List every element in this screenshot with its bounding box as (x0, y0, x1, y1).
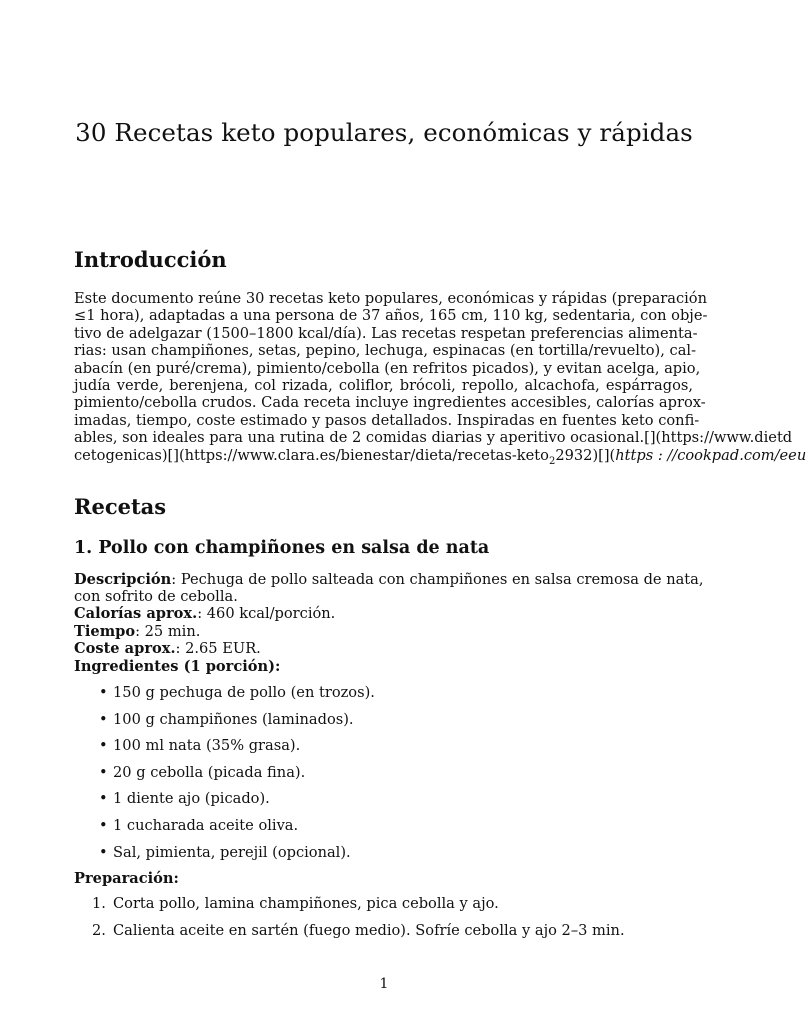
intro-line: abacín (en puré/crema), pimiento/cebolla (en refritos picados), y evitan acelga, apio, (74, 359, 701, 377)
ingredient-text: 1 diente ajo (picado). (113, 790, 270, 808)
calories-line (74, 605, 335, 622)
list-item (74, 789, 375, 816)
document-title: 30 Recetas keto populares, económicas y rápidas (75, 118, 693, 147)
bullet-icon: • (99, 790, 108, 808)
time-label: Tiempo (74, 622, 136, 640)
description-line-2: con sofrito de cebolla. (74, 587, 238, 605)
subscript: 2 (548, 455, 556, 467)
recipe-title: 1. Pollo con champiñones en salsa de nata (74, 538, 490, 558)
cost-value: : 2.65 EUR. (175, 640, 261, 658)
list-item (74, 683, 375, 710)
bullet-icon: • (99, 684, 108, 701)
description-label: Descripción (74, 570, 172, 588)
preparation-heading (74, 870, 179, 887)
preparation-label: Preparación (74, 869, 174, 887)
intro-heading: Introducción (74, 247, 227, 272)
ingredient-text: 1 cucharada aceite oliva. (113, 816, 299, 834)
step-number: 1. (92, 895, 106, 912)
list-item (74, 763, 375, 790)
recipes-heading: Recetas (74, 494, 167, 519)
page-number: 1 (379, 976, 389, 992)
intro-last-line (74, 447, 806, 470)
list-item (74, 816, 375, 843)
bullet-icon: • (99, 843, 108, 861)
intro-line: judía verde, berenjena, col rizada, coliflor, brócoli, repollo, alcachofa, espárragos, (74, 377, 693, 394)
intro-line: Este documento reúne 30 recetas keto populares, económicas y rápidas (preparación (74, 290, 707, 307)
cost-line (74, 640, 261, 657)
intro-line: ≤1 hora), adaptadas a una persona de 37 años, 165 cm, 110 kg, sedentaria, con obje- (74, 307, 708, 325)
bullet-icon: • (99, 737, 108, 755)
intro-line: imadas, tiempo, coste estimado y pasos detallados. Inspiradas en fuentes keto confi- (74, 411, 700, 429)
intro-line: pimiento/cebolla crudos. Cada receta incluye ingredientes accesibles, calorías aprox- (74, 394, 706, 412)
intro-link-text: 2932)[]( (555, 446, 616, 464)
calories-label: Calorías aprox. (74, 605, 198, 623)
list-item (74, 736, 375, 763)
ingredient-text: 150 g pechuga de pollo (en trozos). (113, 684, 375, 701)
ingredients-label: Ingredientes (1 porción) (74, 657, 276, 675)
intro-link-text: cetogenicas)[](https://www.clara.es/bienestar/dieta/recetas-keto (74, 446, 549, 464)
ingredient-text: 100 ml nata (35% grasa). (113, 737, 301, 755)
cost-label: Coste aprox. (74, 640, 176, 658)
step-text: Calienta aceite en sartén (fuego medio). Sofríe cebolla y ajo 2–3 min. (113, 921, 625, 939)
intro-line: ables, son ideales para una rutina de 2 comidas diarias y aperitivo ocasional.[](https://www.dietd (74, 429, 793, 447)
step-text: Corta pollo, lamina champiñones, pica cebolla y ajo. (113, 895, 499, 912)
time-line (74, 623, 200, 640)
ingredient-text: Sal, pimienta, perejil (opcional). (113, 843, 351, 861)
description-line (74, 571, 704, 588)
intro-italic-url: https : //cookpad.com/eeu (615, 446, 806, 464)
preparation-colon: : (173, 869, 179, 887)
time-value: : 25 min. (135, 622, 201, 640)
intro-line: rias: usan champiñones, setas, pepino, lechuga, espinacas (en tortilla/revuelto), cal- (74, 342, 697, 360)
ingredient-text: 100 g champiñones (laminados). (113, 710, 354, 728)
ingredients-list (74, 683, 375, 869)
preparation-steps (74, 894, 625, 947)
bullet-icon: • (99, 816, 108, 834)
ingredients-colon: : (275, 657, 281, 675)
ingredient-text: 20 g cebolla (picada fina). (113, 763, 306, 781)
intro-line: tivo de adelgazar (1500–1800 kcal/día). Las recetas respetan preferencias alimenta- (74, 324, 698, 342)
ingredients-heading (74, 658, 280, 675)
list-item (74, 843, 375, 870)
step-number: 2. (92, 921, 106, 939)
description-text: : Pechuga de pollo salteada con champiñones en salsa cremosa de nata, (171, 570, 704, 588)
list-item (74, 710, 375, 737)
list-item (74, 894, 625, 921)
bullet-icon: • (99, 710, 108, 728)
calories-value: : 460 kcal/porción. (197, 605, 336, 623)
list-item (74, 921, 625, 948)
bullet-icon: • (99, 763, 108, 781)
